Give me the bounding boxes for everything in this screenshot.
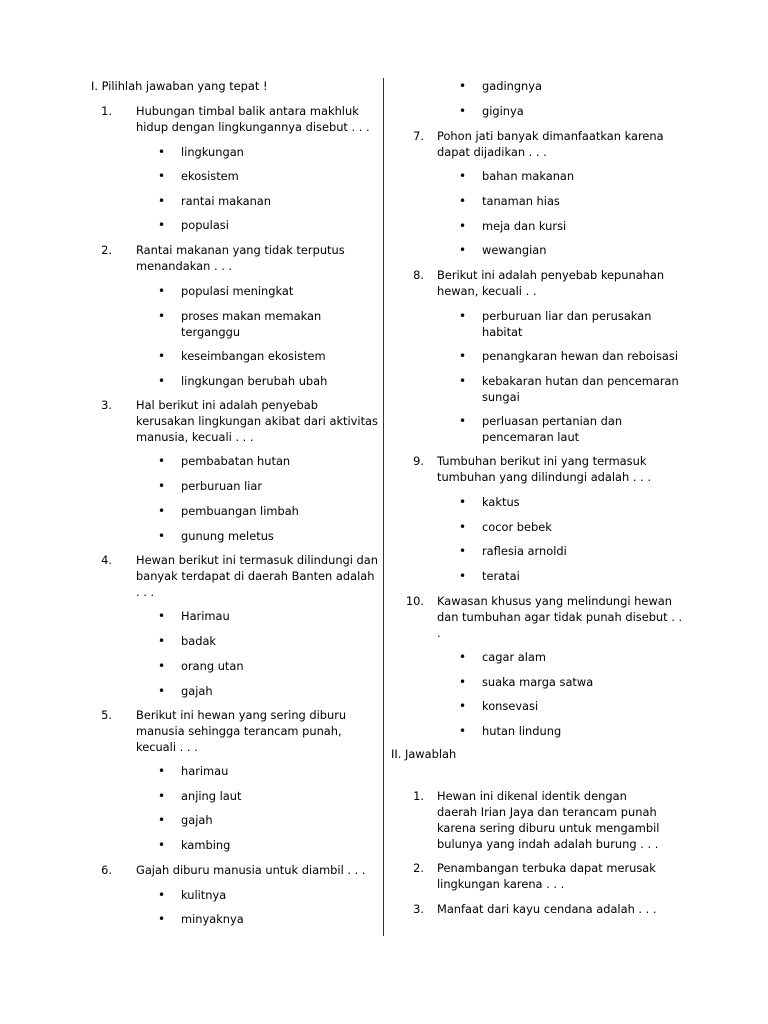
option-text: gajah bbox=[181, 813, 213, 827]
bullet-icon: • bbox=[158, 634, 166, 648]
question-number: 1. bbox=[413, 789, 424, 803]
question-text: Hubungan timbal balik antara makhluk hidup dengan lingkungannya disebut . . . bbox=[136, 104, 370, 134]
bullet-icon: • bbox=[158, 764, 166, 778]
bullet-icon: • bbox=[459, 495, 467, 509]
question-text: Rantai makanan yang tidak terputus menandakan . . . bbox=[136, 243, 345, 273]
bullet-icon: • bbox=[158, 888, 166, 902]
option-text: keseimbangan ekosistem bbox=[181, 349, 326, 363]
option-text: gadingnya bbox=[482, 79, 542, 93]
question-number: 3. bbox=[413, 902, 424, 916]
bullet-icon: • bbox=[459, 194, 467, 208]
question-text: Gajah diburu manusia untuk diambil . . . bbox=[136, 863, 366, 877]
option-text: badak bbox=[181, 634, 217, 648]
option-text: penangkaran hewan dan reboisasi bbox=[482, 349, 678, 363]
option-text: minyaknya bbox=[181, 912, 244, 926]
question-text: Pohon jati banyak dimanfaatkan karena dapat dijadikan . . . bbox=[437, 129, 664, 159]
bullet-icon: • bbox=[158, 454, 166, 468]
option-text: tanaman hias bbox=[482, 194, 560, 208]
bullet-icon: • bbox=[459, 650, 467, 664]
option-text: kaktus bbox=[482, 495, 520, 509]
bullet-icon: • bbox=[158, 813, 166, 827]
option-text: wewangian bbox=[482, 243, 547, 257]
section-2-heading: II. Jawablah bbox=[391, 747, 457, 761]
option-text: cocor bebek bbox=[482, 520, 552, 534]
option-text: kulitnya bbox=[181, 888, 227, 902]
option-text: Harimau bbox=[181, 609, 230, 623]
option-text: ekosistem bbox=[181, 169, 239, 183]
option-text: bahan makanan bbox=[482, 169, 575, 183]
question-number: 7. bbox=[413, 129, 424, 143]
section-1-heading: I. Pilihlah jawaban yang tepat ! bbox=[91, 79, 268, 93]
column-divider bbox=[383, 78, 384, 936]
option-text: perburuan liar bbox=[181, 479, 263, 493]
bullet-icon: • bbox=[158, 789, 166, 803]
question-number: 4. bbox=[101, 553, 112, 567]
bullet-icon: • bbox=[459, 374, 467, 388]
bullet-icon: • bbox=[158, 659, 166, 673]
bullet-icon: • bbox=[459, 414, 467, 428]
bullet-icon: • bbox=[158, 169, 166, 183]
question-number: 5. bbox=[101, 708, 112, 722]
bullet-icon: • bbox=[158, 479, 166, 493]
option-text: populasi meningkat bbox=[181, 284, 294, 298]
question-number: 10. bbox=[405, 594, 424, 608]
question-text: Kawasan khusus yang melindungi hewan dan tumbuhan agar tidak punah disebut . . . bbox=[437, 594, 683, 640]
option-text: populasi bbox=[181, 218, 229, 232]
option-text: hutan lindung bbox=[482, 724, 562, 738]
option-text: pembabatan hutan bbox=[181, 454, 291, 468]
question-text: Berikut ini adalah penyebab kepunahan hewan, kecuali . . bbox=[437, 268, 665, 298]
question-text: Berikut ini hewan yang sering diburu manusia sehingga terancam punah, kecuali . . . bbox=[136, 708, 347, 754]
option-text: gajah bbox=[181, 684, 213, 698]
bullet-icon: • bbox=[158, 218, 166, 232]
option-text: suaka marga satwa bbox=[482, 675, 594, 689]
option-text: lingkungan bbox=[181, 145, 244, 159]
bullet-icon: • bbox=[459, 219, 467, 233]
bullet-icon: • bbox=[158, 912, 166, 926]
bullet-icon: • bbox=[459, 243, 467, 257]
question-number: 2. bbox=[413, 861, 424, 875]
question-text: Hal berikut ini adalah penyebab kerusakan lingkungan akibat dari aktivitas manusia, kecuali . . . bbox=[136, 398, 378, 444]
option-text: gunung meletus bbox=[181, 529, 274, 543]
option-text: meja dan kursi bbox=[482, 219, 567, 233]
bullet-icon: • bbox=[459, 169, 467, 183]
option-text: cagar alam bbox=[482, 650, 546, 664]
bullet-icon: • bbox=[459, 309, 467, 323]
bullet-icon: • bbox=[459, 675, 467, 689]
question-number: 2. bbox=[101, 243, 112, 257]
option-text: pembuangan limbah bbox=[181, 504, 299, 518]
bullet-icon: • bbox=[158, 145, 166, 159]
bullet-icon: • bbox=[459, 699, 467, 713]
option-text: lingkungan berubah ubah bbox=[181, 374, 328, 388]
question-number: 3. bbox=[101, 398, 112, 412]
bullet-icon: • bbox=[459, 520, 467, 534]
bullet-icon: • bbox=[158, 838, 166, 852]
bullet-icon: • bbox=[158, 609, 166, 623]
option-text: orang utan bbox=[181, 659, 244, 673]
bullet-icon: • bbox=[158, 684, 166, 698]
option-text: kambing bbox=[181, 838, 231, 852]
bullet-icon: • bbox=[459, 104, 467, 118]
option-text: konsevasi bbox=[482, 699, 539, 713]
question-number: 8. bbox=[413, 268, 424, 282]
option-text: perluasan pertanian dan pencemaran laut bbox=[482, 414, 623, 444]
bullet-icon: • bbox=[459, 349, 467, 363]
question-number: 6. bbox=[101, 863, 112, 877]
question-number: 1. bbox=[101, 104, 112, 118]
bullet-icon: • bbox=[158, 309, 166, 323]
option-text: kebakaran hutan dan pencemaran sungai bbox=[482, 374, 679, 404]
option-text: giginya bbox=[482, 104, 524, 118]
bullet-icon: • bbox=[459, 724, 467, 738]
option-text: anjing laut bbox=[181, 789, 242, 803]
bullet-icon: • bbox=[158, 349, 166, 363]
option-text: rantai makanan bbox=[181, 194, 271, 208]
bullet-icon: • bbox=[459, 569, 467, 583]
question-text: Hewan berikut ini termasuk dilindungi dan banyak terdapat di daerah Banten adalah . . . bbox=[136, 553, 378, 599]
bullet-icon: • bbox=[459, 544, 467, 558]
option-text: perburuan liar dan perusakan habitat bbox=[482, 309, 652, 339]
question-text: Penambangan terbuka dapat merusak lingkungan karena . . . bbox=[437, 861, 656, 891]
option-text: teratai bbox=[482, 569, 520, 583]
bullet-icon: • bbox=[158, 529, 166, 543]
question-text: Tumbuhan berikut ini yang termasuk tumbuhan yang dilindungi adalah . . . bbox=[437, 454, 651, 484]
question-number: 9. bbox=[413, 454, 424, 468]
bullet-icon: • bbox=[158, 504, 166, 518]
option-text: raflesia arnoldi bbox=[482, 544, 567, 558]
bullet-icon: • bbox=[158, 194, 166, 208]
bullet-icon: • bbox=[158, 374, 166, 388]
bullet-icon: • bbox=[459, 79, 467, 93]
question-text: Manfaat dari kayu cendana adalah . . . bbox=[437, 902, 657, 916]
option-text: harimau bbox=[181, 764, 229, 778]
bullet-icon: • bbox=[158, 284, 166, 298]
option-text: proses makan memakan terganggu bbox=[181, 309, 322, 339]
question-text: Hewan ini dikenal identik dengan daerah Irian Jaya dan terancam punah karena sering diburu untuk mengambil bulunya yang indah adalah burung . . . bbox=[437, 789, 660, 851]
